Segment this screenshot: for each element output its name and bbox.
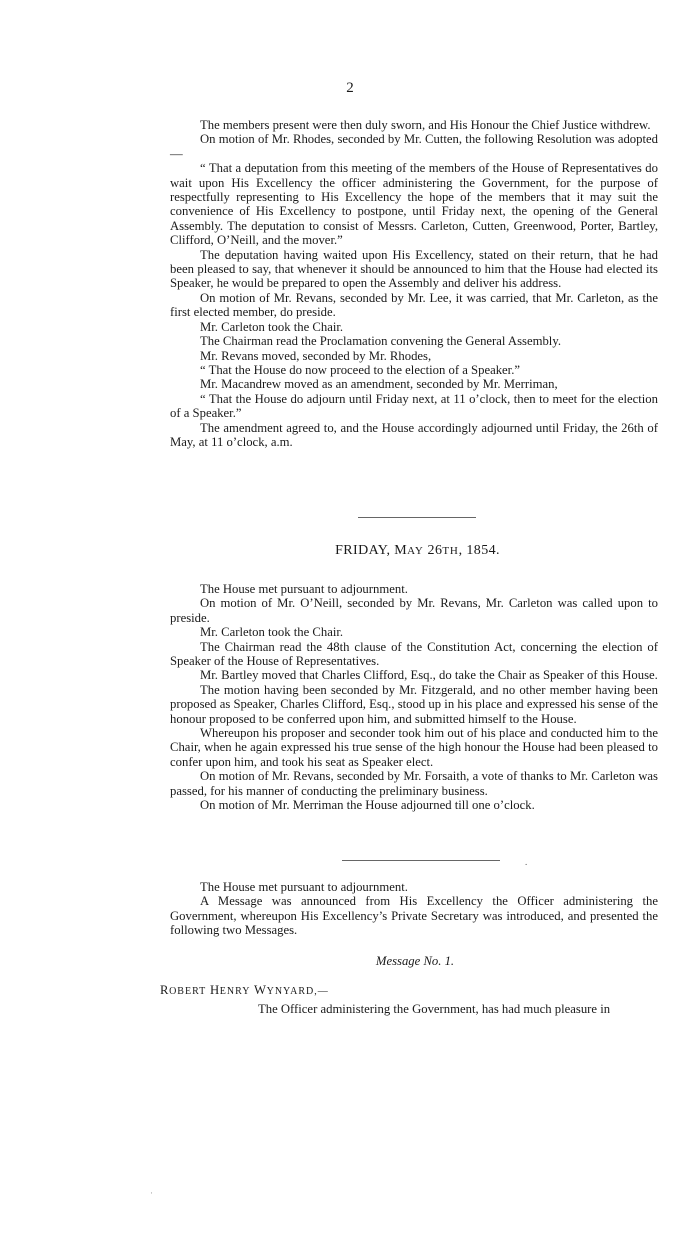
- paragraph: On motion of Mr. Revans, seconded by Mr. Lee, it was carried, that Mr. Carleton, as the first elected member, do preside.: [170, 290, 658, 320]
- paragraph: A Message was announced from His Excellency the Officer administering the Government, whereupon His Excellency’s Private Secretary was introduced, and presented the following two Messages.: [170, 894, 658, 938]
- page-number: 2: [346, 80, 354, 96]
- paragraph: Mr. Carleton took the Chair.: [200, 625, 344, 640]
- paragraph: Whereupon his proposer and seconder took him out of his place and conducted him to the Chair, when he again expressed his true sense of the high honour the House had been pleased to confer upon him, and took his seat as Speaker elect.: [170, 726, 658, 769]
- ink-speck: .: [525, 857, 528, 867]
- paragraph: On motion of Mr. Rhodes, seconded by Mr. Cutten, the following Resolution was adopted—: [170, 132, 658, 161]
- salutation: [160, 983, 329, 998]
- heading-day-suffix: TH: [442, 545, 459, 557]
- section-divider: [342, 860, 500, 861]
- resolution-quote: “ That a deputation from this meeting of the members of the House of Representatives do wait upon His Excellency the officer administering the Government, for the purpose of respectfully representing to His Excellency the hope of the members that it may suit the convenience of His Excellency to postpone, until Friday next, the opening of the General Assembly. The deputation to consist of Messrs. Carleton, Cutten, Greenwood, Porter, Bartley, Clifford, O’Neill, and the mover.”: [170, 161, 658, 248]
- heading-month: AY: [407, 545, 424, 557]
- message-heading: Message No. 1.: [375, 954, 455, 968]
- paragraph: The Chairman read the Proclamation convening the General Assembly.: [200, 334, 562, 349]
- addr-r: R: [160, 983, 170, 997]
- addr-enry: ENRY: [219, 986, 251, 997]
- paragraph: On motion of Mr. Merriman the House adjourned till one o’clock.: [200, 798, 535, 813]
- paragraph: Mr. Revans moved, seconded by Mr. Rhodes,: [200, 348, 432, 363]
- paragraph: Mr. Bartley moved that Charles Clifford, Esq., do take the Chair as Speaker of this House.: [200, 668, 658, 683]
- paragraph: Mr. Macandrew moved as an amendment, seconded by Mr. Merriman,: [200, 377, 558, 392]
- date-heading: [0, 543, 700, 559]
- ink-speck: ·: [150, 1188, 153, 1198]
- paragraph: “ That the House do adjourn until Friday next, at 11 o’clock, then to meet for the election of a Speaker.”: [170, 391, 658, 421]
- addr-h: H: [210, 983, 220, 997]
- afternoon-proceedings: [170, 880, 658, 938]
- paragraph: The members present were then duly sworn, and His Honour the Chief Justice withdrew.: [200, 118, 651, 132]
- paragraph: The Chairman read the 48th clause of the Constitution Act, concerning the election of Speaker of the House of Representatives.: [170, 639, 658, 669]
- paragraph: On motion of Mr. O’Neill, seconded by Mr. Revans, Mr. Carleton was called upon to preside.: [170, 596, 658, 625]
- heading-day: 26: [423, 543, 443, 558]
- paragraph: The deputation having waited upon His Excellency, stated on their return, that he had been pleased to say, that whenever it should be announced to him that the House had elected its Speaker, he would be prepared to open the Assembly and deliver his address.: [170, 247, 658, 291]
- heading-year: , 1854.: [458, 543, 500, 558]
- paragraph: Mr. Carleton took the Chair.: [200, 319, 344, 334]
- paragraph: The House met pursuant to adjournment.: [200, 582, 408, 596]
- paragraph: The motion having been seconded by Mr. Fitzgerald, and no other member having been proposed as Speaker, Charles Clifford, Esq., stood up in his place and expressed his sense of the honour proposed to be conferred upon him, and submitted himself to the House.: [170, 682, 658, 726]
- section-divider: [358, 517, 476, 518]
- opening-proceedings: [170, 118, 658, 449]
- paragraph: The House met pursuant to adjournment.: [200, 880, 408, 894]
- friday-proceedings: [170, 582, 658, 813]
- addr-ynyard: YNYARD,—: [266, 986, 329, 997]
- addr-w: W: [254, 983, 267, 997]
- heading-prefix: FRIDAY, M: [335, 543, 408, 558]
- paragraph: “ That the House do now proceed to the election of a Speaker.”: [200, 362, 521, 377]
- message-first-line: The Officer administering the Government, has had much pleasure in: [258, 1002, 611, 1016]
- paragraph: The amendment agreed to, and the House accordingly adjourned until Friday, the 26th of May, at 11 o’clock, a.m.: [170, 420, 658, 449]
- paragraph: On motion of Mr. Revans, seconded by Mr. Forsaith, a vote of thanks to Mr. Carleton was passed, for his manner of conducting the preliminary business.: [170, 769, 658, 798]
- addr-obert: OBERT: [169, 986, 207, 997]
